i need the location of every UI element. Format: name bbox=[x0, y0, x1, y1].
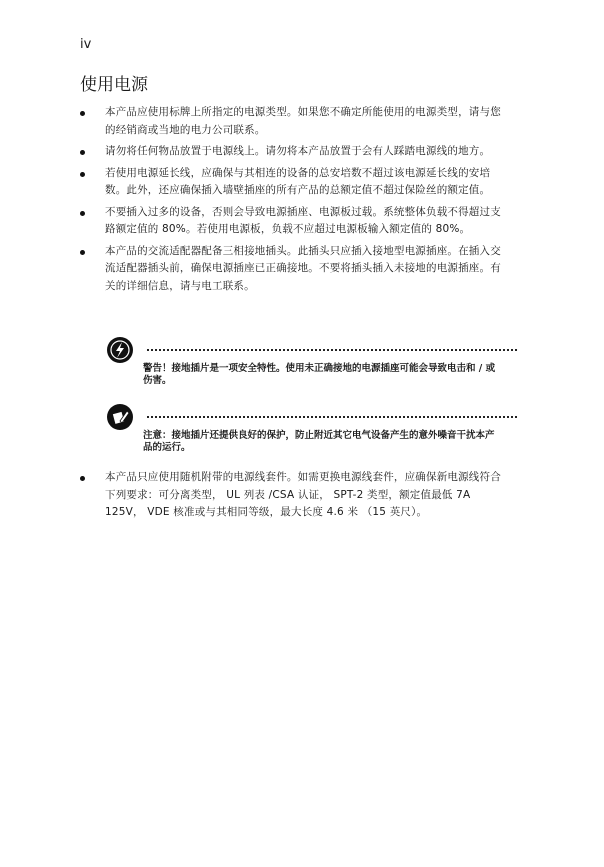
list-item-text: 若使用电源延长线，应确保与其相连的设备的总安培数不超过该电源延长线的安培数。此外，还应确保插入墙壁插座的所有产品的总额定值不超过保险丝的额定值。 bbox=[105, 166, 491, 196]
pen-note-icon bbox=[107, 404, 133, 430]
bullet-dot-icon bbox=[80, 172, 85, 177]
list-item bbox=[80, 104, 510, 139]
list-item bbox=[80, 165, 510, 200]
caution-text: 注意：接地插片还提供良好的保护，防止附近其它电气设备产生的意外噪音干扰本产品的运行。 bbox=[143, 430, 495, 453]
caution-note bbox=[107, 404, 517, 459]
list-item-text: 不要插入过多的设备，否则会导致电源插座、电源板过载。系统整体负载不得超过支路额定值的 80%。若使用电源板，负载不应超过电源板输入额定值的 80%。 bbox=[105, 205, 501, 235]
list-item bbox=[80, 469, 510, 522]
bullet-dot-icon bbox=[80, 211, 85, 216]
bullet-dot-icon bbox=[80, 111, 85, 116]
list-item-text: 本产品应使用标牌上所指定的电源类型。如果您不确定所能使用的电源类型，请与您的经销商或当地的电力公司联系。 bbox=[105, 106, 501, 136]
page-number: iv bbox=[80, 37, 92, 52]
section-title: 使用电源 bbox=[80, 75, 148, 95]
bullet-dot-icon bbox=[80, 250, 85, 255]
bullet-dot-icon bbox=[80, 150, 85, 155]
dotted-divider bbox=[147, 349, 517, 351]
list-item-text: 本产品只应使用随机附带的电源线套件。如需更换电源线套件，应确保新电源线符合下列要求：可分离类型， UL 列表 /CSA 认证， SPT-2 类型，额定值最低 7A 125V， VDE 核准或与其相同等级，最大长度 4.6 米 （15 英尺）。 bbox=[105, 471, 501, 518]
list-item bbox=[80, 143, 510, 161]
bullet-dot-icon bbox=[80, 476, 85, 481]
dotted-divider bbox=[147, 416, 517, 418]
bullet-list bbox=[80, 104, 510, 299]
list-item bbox=[80, 243, 510, 296]
lightning-icon bbox=[107, 337, 133, 363]
warning-note bbox=[107, 337, 517, 392]
warning-text: 警告！接地插片是一项安全特性。使用未正确接地的电源插座可能会导致电击和 / 或伤害。 bbox=[143, 363, 496, 386]
list-item bbox=[80, 204, 510, 239]
list-item-text: 本产品的交流适配器配备三相接地插头。此插头只应插入接地型电源插座。在插入交流适配器插头前，确保电源插座已正确接地。不要将插头插入未接地的电源插座。有关的详细信息，请与电工联系。 bbox=[105, 244, 501, 292]
bullet-list-after bbox=[80, 469, 510, 526]
list-item-text: 请勿将任何物品放置于电源线上。请勿将本产品放置于会有人踩踏电源线的地方。 bbox=[105, 145, 491, 157]
